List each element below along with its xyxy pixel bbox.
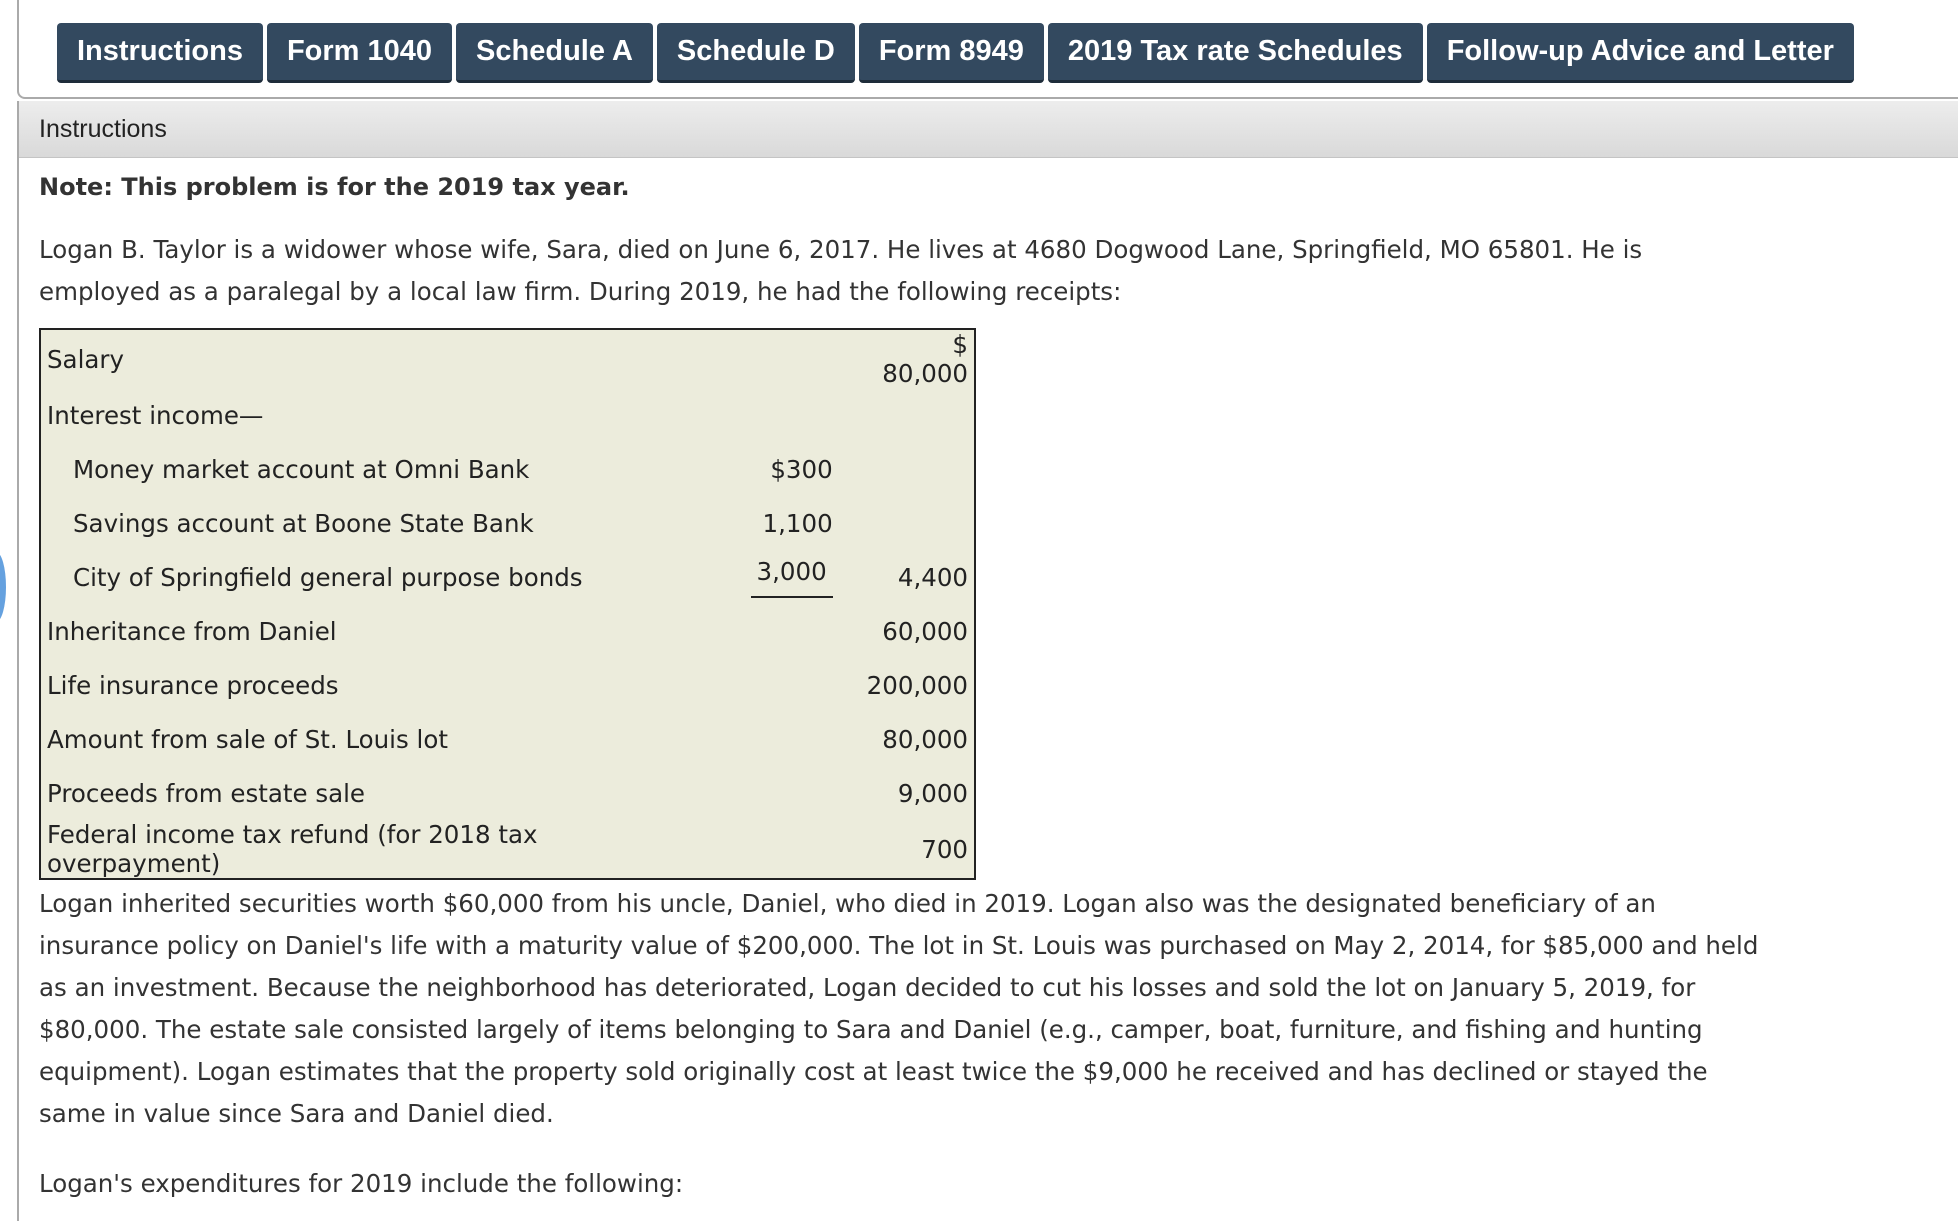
table-row <box>40 766 975 820</box>
receipt-subamount: 1,100 <box>762 508 833 538</box>
receipt-subamount <box>717 820 860 879</box>
tab-follow-up-advice[interactable]: Follow-up Advice and Letter <box>1427 23 1854 83</box>
tab-bar <box>17 0 1958 99</box>
side-scroll-accent <box>0 552 6 622</box>
receipt-label: Life insurance proceeds <box>47 670 339 700</box>
tab-schedule-d[interactable]: Schedule D <box>657 23 855 83</box>
tax-year-note: Note: This problem is for the 2019 tax year. <box>39 173 630 201</box>
receipt-subamount-cell <box>717 550 860 604</box>
receipt-amount: 80,000 <box>882 724 968 754</box>
table-row <box>40 442 975 496</box>
receipt-label: Interest income— <box>47 400 264 430</box>
tab-tax-rate-schedules[interactable]: 2019 Tax rate Schedules <box>1048 23 1423 83</box>
receipt-amount: 4,400 <box>897 562 968 592</box>
table-row <box>40 329 975 388</box>
receipt-amount: $ 80,000 <box>882 330 968 388</box>
receipt-label: Proceeds from estate sale <box>47 778 365 808</box>
receipt-amount: 700 <box>921 834 968 864</box>
expenditures-intro: Logan's expenditures for 2019 include the following: <box>39 1169 684 1198</box>
receipt-amount <box>861 388 975 442</box>
receipt-label: Inheritance from Daniel <box>47 616 337 646</box>
table-row <box>40 496 975 550</box>
receipt-label: Money market account at Omni Bank <box>73 454 530 484</box>
receipt-amount: 200,000 <box>866 670 968 700</box>
receipt-label: Salary <box>47 344 124 374</box>
receipt-amount <box>861 496 975 550</box>
tab-list <box>57 23 1854 83</box>
receipt-label: Federal income tax refund (for 2018 tax overpayment) <box>47 820 538 878</box>
receipt-subamount: $300 <box>770 454 833 484</box>
receipt-label: Savings account at Boone State Bank <box>73 508 534 538</box>
table-row <box>40 658 975 712</box>
receipt-subamount <box>717 388 860 442</box>
receipt-subamount <box>717 604 860 658</box>
instructions-panel <box>17 101 1958 1221</box>
receipts-table <box>39 328 976 880</box>
intro-paragraph: Logan B. Taylor is a widower whose wife, Sara, died on June 6, 2017. He lives at 4680 Dogwood Lane, Springfield, MO 65801. He is employed as a paralegal by a local law firm. During 2019, he had the following receipts: <box>39 235 1643 306</box>
receipt-label: Amount from sale of St. Louis lot <box>47 724 448 754</box>
table-row <box>40 550 975 604</box>
receipt-amount: 60,000 <box>882 616 968 646</box>
tab-schedule-a[interactable]: Schedule A <box>456 23 653 83</box>
receipt-amount: 9,000 <box>897 778 968 808</box>
receipt-subamount <box>717 658 860 712</box>
table-row <box>40 604 975 658</box>
tab-form-8949[interactable]: Form 8949 <box>859 23 1044 83</box>
receipt-subamount <box>717 766 860 820</box>
receipt-amount <box>861 442 975 496</box>
details-paragraph: Logan inherited securities worth $60,000 from his uncle, Daniel, who died in 2019. Logan also was the designated beneficiary of an insurance policy on Daniel's life with a maturity value of $200,000. The lot in St. Louis was purchased on May 2, 2014, for $85,000 and held as an investment. Because the neighborhood has deteriorated, Logan decided to cut his losses and sold the lot on January 5, 2019, for $80,000. The estate sale consisted largely of items belonging to Sara and Daniel (e.g., camper, boat, furniture, and fishing and hunting equipment). Logan estimates that the property sold originally cost at least twice the $9,000 he received and has declined or stayed the same in value since Sara and Daniel died. <box>39 889 1759 1128</box>
receipt-subamount <box>717 329 860 388</box>
receipt-subamount: 3,000 <box>751 557 833 598</box>
receipt-subamount <box>717 712 860 766</box>
table-row <box>40 388 975 442</box>
tab-form-1040[interactable]: Form 1040 <box>267 23 452 83</box>
receipt-label: City of Springfield general purpose bonds <box>73 562 583 592</box>
table-row <box>40 820 975 879</box>
tab-instructions[interactable]: Instructions <box>57 23 263 83</box>
panel-header: Instructions <box>19 101 1958 158</box>
table-row <box>40 712 975 766</box>
